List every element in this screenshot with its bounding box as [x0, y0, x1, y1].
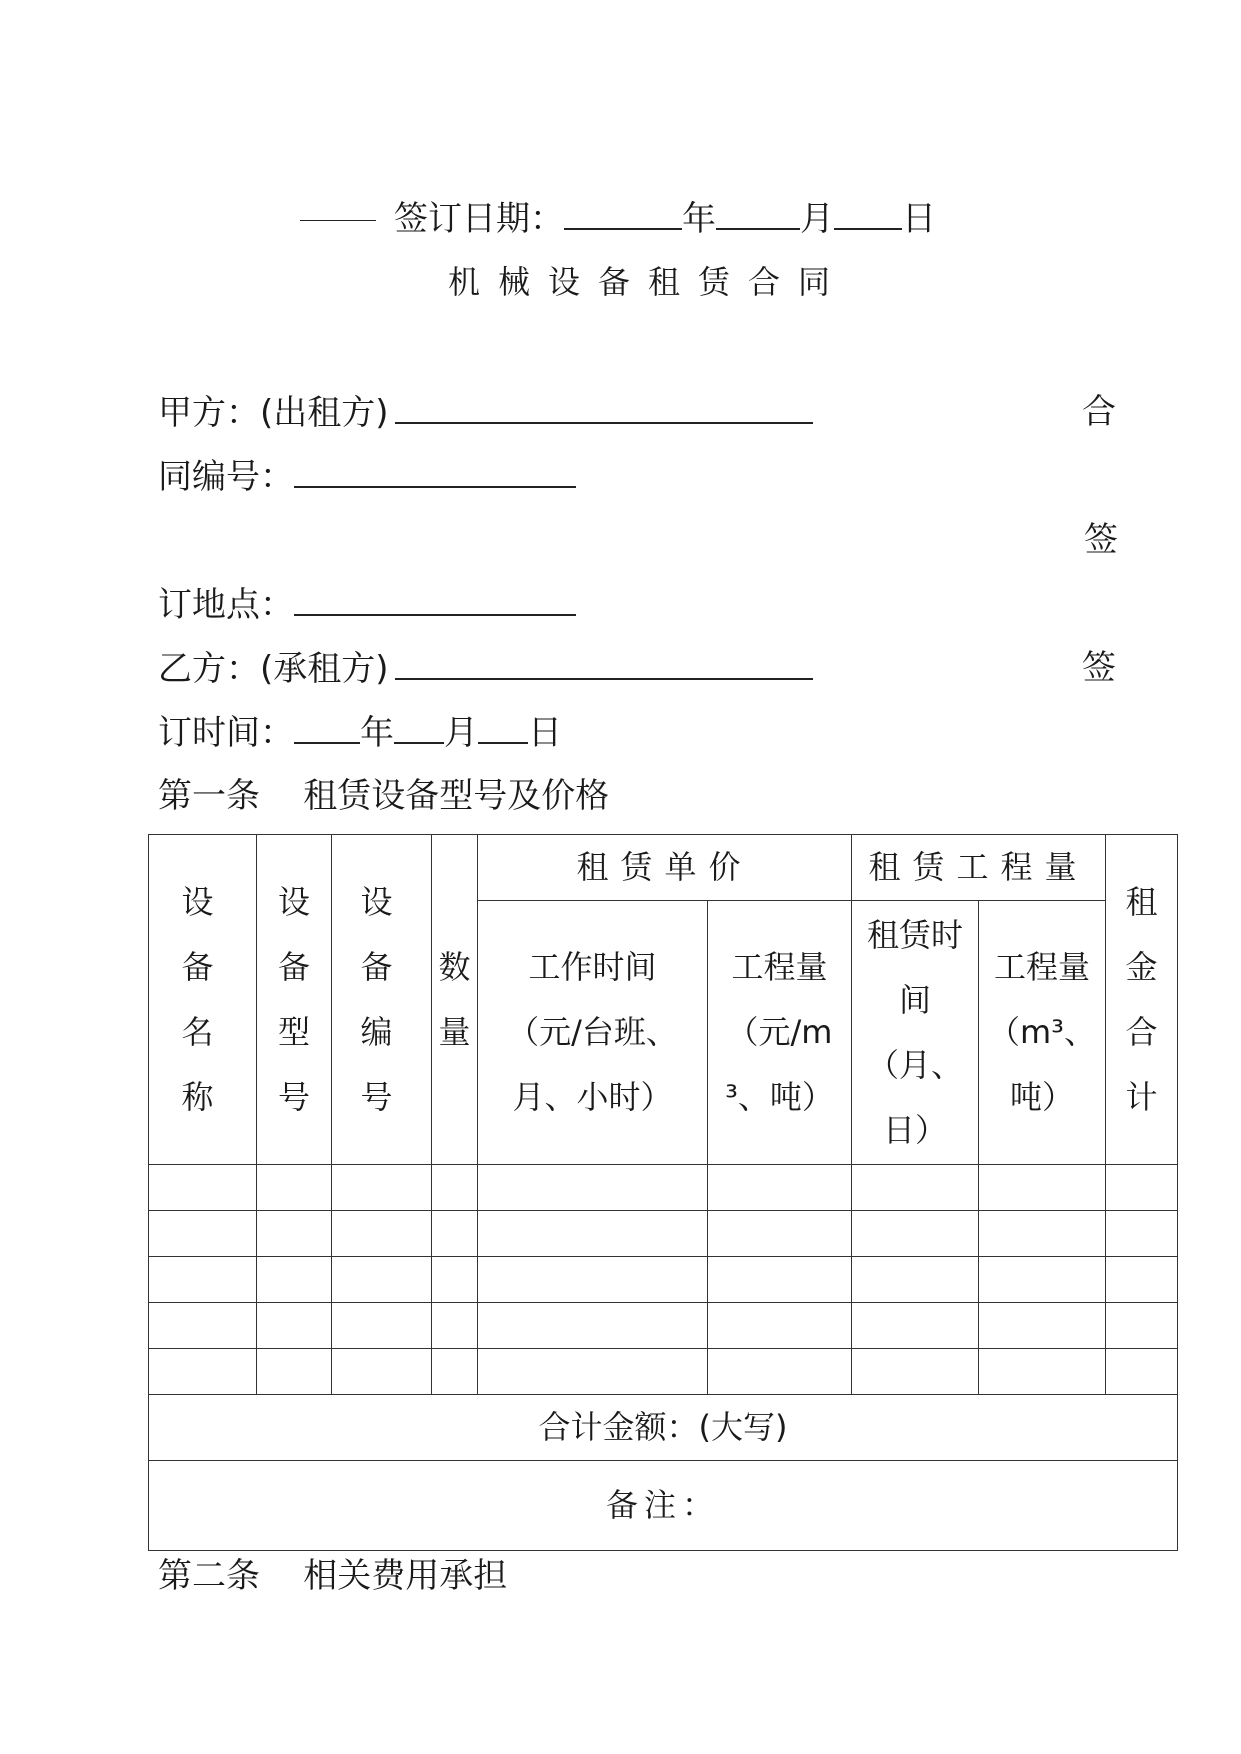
- table-row: [149, 1165, 1178, 1211]
- table-cell[interactable]: [257, 1303, 332, 1349]
- sign-place-prefix: 签: [1084, 520, 1118, 560]
- sign-year-label: 年: [360, 713, 394, 753]
- table-cell[interactable]: [257, 1257, 332, 1303]
- sign-time-line: [158, 712, 562, 753]
- table-cell[interactable]: [852, 1165, 979, 1211]
- sign-place-blank[interactable]: [294, 584, 576, 616]
- table-cell[interactable]: [852, 1257, 979, 1303]
- contract-no-prefix: 合: [1082, 392, 1116, 432]
- table-cell[interactable]: [257, 1211, 332, 1257]
- table-cell[interactable]: [257, 1349, 332, 1395]
- article-2-heading: 第二条 相关费用承担: [158, 1556, 508, 1596]
- table-cell[interactable]: [149, 1211, 257, 1257]
- table-cell[interactable]: [708, 1165, 852, 1211]
- table-cell[interactable]: [979, 1165, 1106, 1211]
- table-cell[interactable]: [708, 1211, 852, 1257]
- sign-day-label: 日: [528, 713, 562, 753]
- table-cell[interactable]: [979, 1303, 1106, 1349]
- table-cell[interactable]: [852, 1349, 979, 1395]
- table-cell[interactable]: [1106, 1165, 1178, 1211]
- table-cell[interactable]: [149, 1165, 257, 1211]
- table-cell[interactable]: [432, 1349, 478, 1395]
- table-row: [149, 1349, 1178, 1395]
- party-a-blank[interactable]: [395, 392, 813, 424]
- table-row: [149, 1211, 1178, 1257]
- table-cell[interactable]: [332, 1257, 432, 1303]
- month-label: 月: [800, 199, 834, 239]
- table-cell[interactable]: [332, 1165, 432, 1211]
- table-cell[interactable]: [708, 1303, 852, 1349]
- sign-time-prefix: 签: [1082, 648, 1116, 688]
- table-cell[interactable]: [432, 1303, 478, 1349]
- table-cell[interactable]: [478, 1165, 708, 1211]
- sign-day-blank[interactable]: [478, 712, 528, 744]
- table-cell[interactable]: [708, 1349, 852, 1395]
- contract-no-label: 同编号：: [158, 457, 294, 497]
- day-blank[interactable]: [834, 198, 902, 230]
- sign-year-blank[interactable]: [294, 712, 360, 744]
- table-cell[interactable]: [979, 1211, 1106, 1257]
- col-rental-time: 租赁时间（月、日）: [852, 901, 979, 1165]
- table-cell[interactable]: [852, 1211, 979, 1257]
- table-cell[interactable]: [149, 1303, 257, 1349]
- year-blank[interactable]: [564, 198, 682, 230]
- table-cell[interactable]: [478, 1349, 708, 1395]
- col-equipment-model: 设备型号: [257, 835, 332, 1165]
- table-cell[interactable]: [852, 1303, 979, 1349]
- signing-date-label: 签订日期：: [394, 199, 564, 239]
- col-rental-amount: 工程量（m³、吨）: [979, 901, 1106, 1165]
- decorative-dash: [300, 220, 376, 221]
- table-cell[interactable]: [332, 1303, 432, 1349]
- party-a-label: 甲方：(出租方): [158, 393, 389, 433]
- table-cell[interactable]: [979, 1257, 1106, 1303]
- table-cell[interactable]: [478, 1303, 708, 1349]
- group-rental-quantity: 租赁工程量: [852, 835, 1106, 901]
- sign-month-label: 月: [444, 713, 478, 753]
- table-cell[interactable]: [149, 1349, 257, 1395]
- day-label: 日: [902, 199, 936, 239]
- table-cell[interactable]: [1106, 1349, 1178, 1395]
- table-cell[interactable]: [257, 1165, 332, 1211]
- table-row: [149, 1257, 1178, 1303]
- article-1-heading: 第一条 租赁设备型号及价格: [158, 776, 610, 816]
- table-cell[interactable]: [332, 1211, 432, 1257]
- total-amount-label[interactable]: 合计金额：(大写): [149, 1395, 1178, 1461]
- table-cell[interactable]: [149, 1257, 257, 1303]
- month-blank[interactable]: [716, 198, 800, 230]
- table-cell[interactable]: [1106, 1211, 1178, 1257]
- remark-label[interactable]: 备注：: [149, 1461, 1178, 1551]
- table-cell[interactable]: [432, 1257, 478, 1303]
- table-cell[interactable]: [478, 1257, 708, 1303]
- signing-date-line: [300, 198, 936, 239]
- contract-no-blank[interactable]: [294, 456, 576, 488]
- col-work-time-price: 工作时间（元/台班、月、小时）: [478, 901, 708, 1165]
- col-equipment-name: 设备名称: [149, 835, 257, 1165]
- group-unit-price: 租赁单价: [478, 835, 852, 901]
- party-b-blank[interactable]: [395, 648, 813, 680]
- table-cell[interactable]: [708, 1257, 852, 1303]
- year-label: 年: [682, 199, 716, 239]
- col-quantity: 数量: [432, 835, 478, 1165]
- sign-time-label: 订时间：: [158, 713, 294, 753]
- sign-month-blank[interactable]: [394, 712, 444, 744]
- col-equipment-code: 设备编号: [332, 835, 432, 1165]
- sign-place-label: 订地点：: [158, 585, 294, 625]
- contract-title: 机械设备租赁合同: [448, 263, 849, 301]
- table-cell[interactable]: [332, 1349, 432, 1395]
- contract-no-line: [158, 456, 576, 497]
- table-cell[interactable]: [432, 1165, 478, 1211]
- table-row: [149, 1303, 1178, 1349]
- party-a-line: [158, 392, 813, 433]
- table-cell[interactable]: [1106, 1303, 1178, 1349]
- table-cell[interactable]: [478, 1211, 708, 1257]
- col-work-amount-price: 工程量（元/m³、吨）: [708, 901, 852, 1165]
- party-b-label: 乙方：(承租方): [158, 649, 389, 689]
- party-b-line: [158, 648, 813, 689]
- table-cell[interactable]: [979, 1349, 1106, 1395]
- col-rent-total: 租金合计: [1106, 835, 1178, 1165]
- table-cell[interactable]: [432, 1211, 478, 1257]
- sign-place-line: [158, 584, 576, 625]
- table-cell[interactable]: [1106, 1257, 1178, 1303]
- equipment-price-table: [148, 834, 1178, 1551]
